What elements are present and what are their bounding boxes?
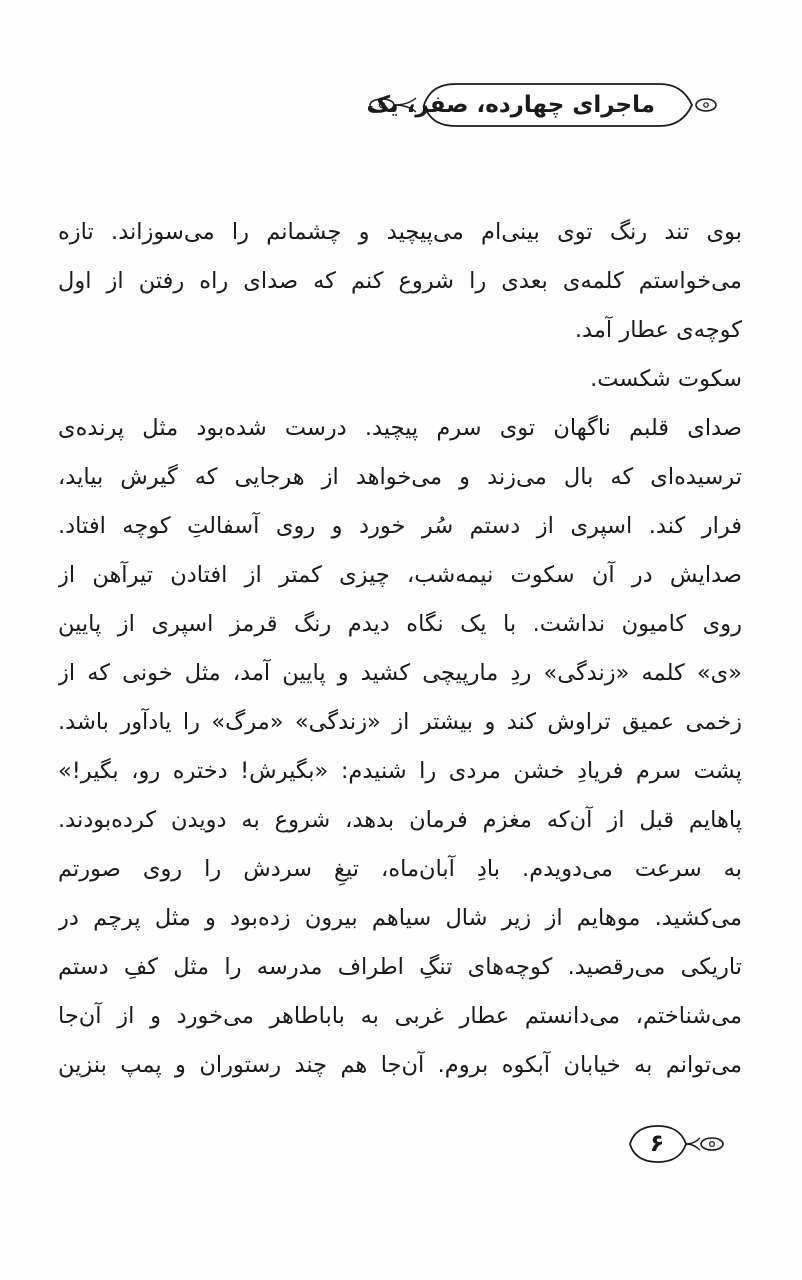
text-line: زخمی عمیق تراوش کند و بیشتر از «زندگی» «مرگ» را یادآور باشد. <box>58 709 742 735</box>
text-line: «ی» کلمه «زندگی» ردِ مارپیچی کشید و پایین آمد، مثل خونی که از <box>58 660 742 686</box>
text-line: صدای قلبم ناگهان توی سرم پیچید. درست شده‌بود مثل پرنده‌ی <box>58 415 742 441</box>
text-line: سکوت شکست. <box>590 366 742 392</box>
text-line: کوچه‌ی عطار آمد. <box>574 317 742 343</box>
text-line: به سرعت می‌دویدم. بادِ آبان‌ماه، تیغِ سردش را روی صورتم <box>58 856 742 882</box>
text-line: فرار کند. اسپری از دستم سُر خورد و روی آسفالتِ کوچه افتاد. <box>58 513 742 539</box>
text-line: می‌شناختم، می‌دانستم عطار غربی به باباطاهر می‌خورد و از آن‌جا <box>58 1003 742 1029</box>
text-line: پاهایم قبل از آن‌که مغزم فرمان بدهد، شروع به دویدن کرده‌بودند. <box>58 807 742 833</box>
text-line: تاریکی می‌رقصید. کوچه‌های تنگِ اطراف مدرسه را مثل کفِ دستم <box>58 954 742 980</box>
text-line: بوی تند رنگ توی بینی‌ام می‌پیچید و چشمانم را می‌سوزاند. تازه <box>58 219 742 245</box>
text-line: پشت سرم فریادِ خشن مردی را شنیدم: «بگیرش! دختره رو، بگیر!» <box>58 758 742 784</box>
text-line: ترسیده‌ای که بال می‌زند و می‌خواهد از هرجایی که گیرش بیاید، <box>58 464 742 490</box>
page-number: ۶ <box>649 1129 665 1157</box>
body-text <box>58 208 742 1090</box>
running-header <box>360 72 720 138</box>
page-number-badge <box>620 1122 730 1166</box>
text-line: صدایش در آن سکوت نیمه‌شب، چیزی کمتر از افتادن تیرآهن از <box>58 562 742 588</box>
text-line: می‌خواستم کلمه‌ی بعدی را شروع کنم که صدای راه رفتن از اول <box>58 268 742 294</box>
book-title: ماجرای چهارده، صفر، یک <box>366 92 655 118</box>
text-line: می‌توانم به خیابان آبکوه بروم. آن‌جا هم چند رستوران و پمپ بنزین <box>58 1052 742 1078</box>
text-line: روی کامیون نداشت. با یک نگاه دیدم رنگ قرمز اسپری از پایین <box>58 611 742 637</box>
text-line: می‌کشید. موهایم از زیر شال سیاهم بیرون زده‌بود و مثل پرچم در <box>58 905 742 931</box>
